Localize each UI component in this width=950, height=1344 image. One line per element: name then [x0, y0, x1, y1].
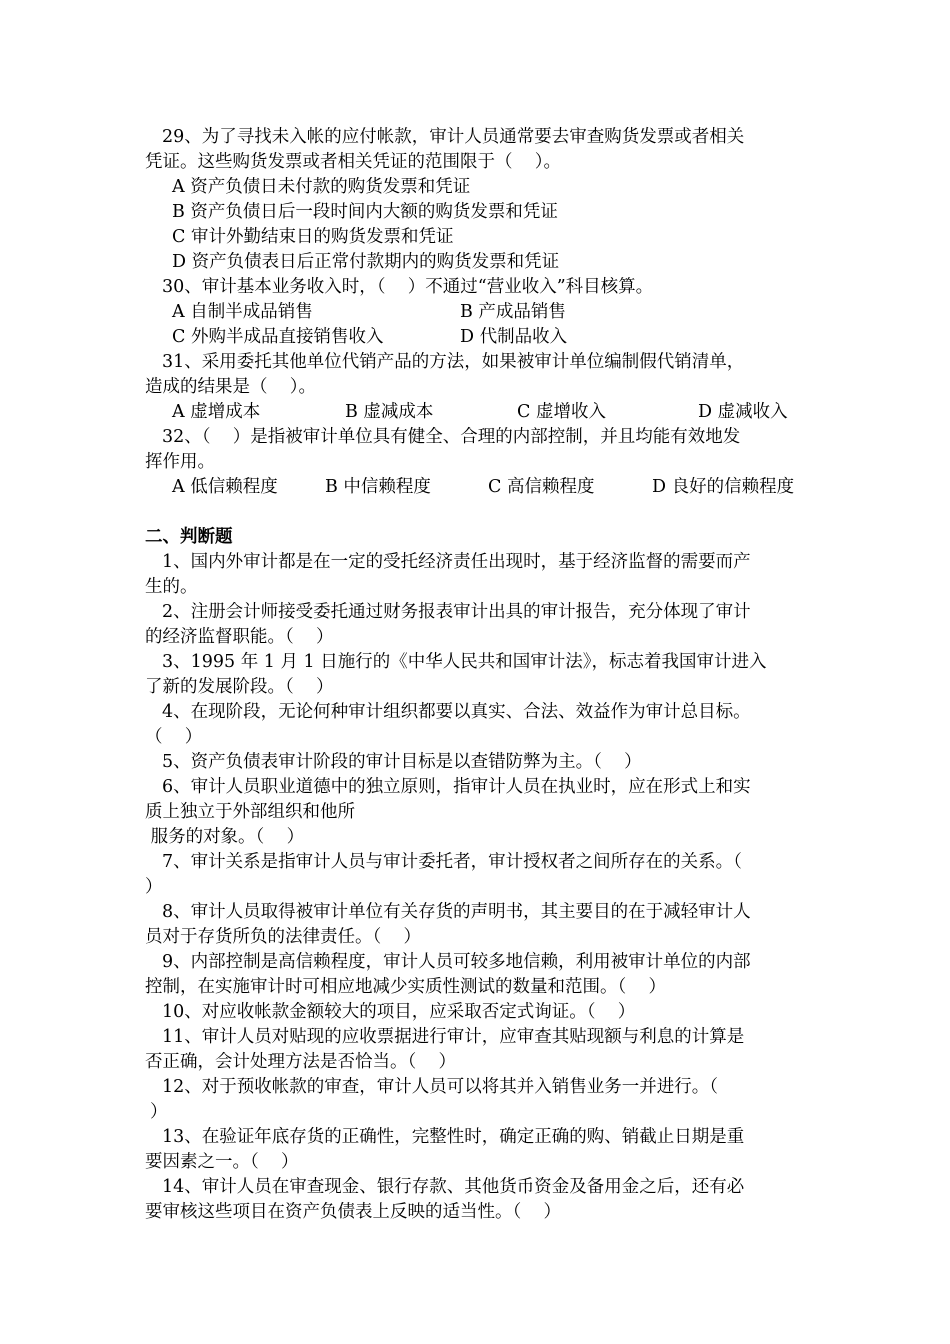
question-31-line-1: 31、采用委托其他单位代销产品的方法，如果被审计单位编制假代销清单， [162, 352, 745, 372]
judgment-14-line-1: 14、审计人员在审查现金、银行存款、其他货币资金及备用金之后，还有必 [162, 1177, 745, 1197]
question-29-option-a: A 资产负债日未付款的购货发票和凭证 [172, 177, 471, 197]
question-29-option-c: C 审计外勤结束日的购货发票和凭证 [172, 227, 454, 247]
judgment-10-line-1: 10、对应收帐款金额较大的项目，应采取否定式询证。（ ） [162, 1002, 636, 1022]
question-32-option-d: D 良好的信赖程度 [652, 477, 795, 497]
judgment-4-line-1: 4、在现阶段，无论何种审计组织都要以真实、合法、效益作为审计总目标。 [162, 702, 751, 722]
question-29-option-d: D 资产负债表日后正常付款期内的购货发票和凭证 [172, 252, 560, 272]
judgment-9-line-2: 控制，在实施审计时可相应地减少实质性测试的数量和范围。（ ） [145, 977, 666, 997]
judgment-2-line-1: 2、注册会计师接受委托通过财务报表审计出具的审计报告，充分体现了审计 [162, 602, 751, 622]
judgment-6-line-1: 6、审计人员职业道德中的独立原则，指审计人员在执业时，应在形式上和实 [162, 777, 751, 797]
judgment-5-line-1: 5、资产负债表审计阶段的审计目标是以查错防弊为主。（ ） [162, 752, 642, 772]
judgment-8-line-2: 员对于存货所负的法律责任。（ ） [145, 927, 421, 947]
judgment-4-line-2: （ ） [145, 727, 203, 747]
question-31-option-b: B 虚减成本 [345, 402, 434, 422]
judgment-13-line-2: 要因素之一。（ ） [145, 1152, 299, 1172]
question-30-option-c: C 外购半成品直接销售收入 [172, 327, 384, 347]
question-31-line-2: 造成的结果是（ ）。 [145, 377, 317, 397]
question-30-line-1: 30、审计基本业务收入时，（ ）不通过“营业收入”科目核算。 [162, 277, 654, 297]
judgment-3-line-1: 3、1995 年 1 月 1 日施行的《中华人民共和国审计法》，标志着我国审计进入 [162, 652, 767, 672]
question-32-line-1: 32、（ ）是指被审计单位具有健全、合理的内部控制，并且均能有效地发 [162, 427, 741, 447]
judgment-14-line-2: 要审核这些项目在资产负债表上反映的适当性。（ ） [145, 1202, 561, 1222]
question-29-option-b: B 资产负债日后一段时间内大额的购货发票和凭证 [172, 202, 558, 222]
judgment-9-line-1: 9、内部控制是高信赖程度，审计人员可较多地信赖，利用被审计单位的内部 [162, 952, 751, 972]
judgment-12-line-2: ） [150, 1102, 168, 1122]
judgment-7-line-1: 7、审计关系是指审计人员与审计委托者，审计授权者之间所存在的关系。（ [162, 852, 742, 872]
question-31-option-a: A 虚增成本 [172, 402, 261, 422]
question-32-option-c: C 高信赖程度 [488, 477, 595, 497]
question-29-line-2: 凭证。这些购货发票或者相关凭证的范围限于（ ）。 [145, 152, 561, 172]
judgment-6-line-2: 质上独立于外部组织和他所 [145, 802, 355, 822]
judgment-1-line-2: 生的。 [145, 577, 198, 597]
question-32-option-b: B 中信赖程度 [325, 477, 431, 497]
question-32-line-2: 挥作用。 [145, 452, 215, 472]
judgment-7-line-2: ） [145, 877, 163, 897]
judgment-8-line-1: 8、审计人员取得被审计单位有关存货的声明书，其主要目的在于减轻审计人 [162, 902, 751, 922]
question-32-option-a: A 低信赖程度 [172, 477, 278, 497]
judgment-1-line-1: 1、国内外审计都是在一定的受托经济责任出现时，基于经济监督的需要而产 [162, 552, 751, 572]
judgment-6-line-3: 服务的对象。（ ） [145, 827, 305, 847]
judgment-12-line-1: 12、对于预收帐款的审查，审计人员可以将其并入销售业务一并进行。（ [162, 1077, 719, 1097]
section-title: 二、判断题 [145, 527, 233, 547]
question-30-option-b: B 产成品销售 [460, 302, 566, 322]
judgment-13-line-1: 13、在验证年底存货的正确性，完整性时，确定正确的购、销截止日期是重 [162, 1127, 745, 1147]
judgment-11-line-2: 否正确，会计处理方法是否恰当。（ ） [145, 1052, 456, 1072]
question-30-option-d: D 代制品收入 [460, 327, 568, 347]
question-29-line-1: 29、为了寻找未入帐的应付帐款，审计人员通常要去审查购货发票或者相关 [162, 127, 745, 147]
judgment-11-line-1: 11、审计人员对贴现的应收票据进行审计，应审查其贴现额与利息的计算是 [162, 1027, 745, 1047]
judgment-2-line-2: 的经济监督职能。（ ） [145, 627, 334, 647]
judgment-3-line-2: 了新的发展阶段。（ ） [145, 677, 334, 697]
question-31-option-d: D 虚减收入 [698, 402, 788, 422]
question-31-option-c: C 虚增收入 [517, 402, 606, 422]
question-30-option-a: A 自制半成品销售 [172, 302, 313, 322]
